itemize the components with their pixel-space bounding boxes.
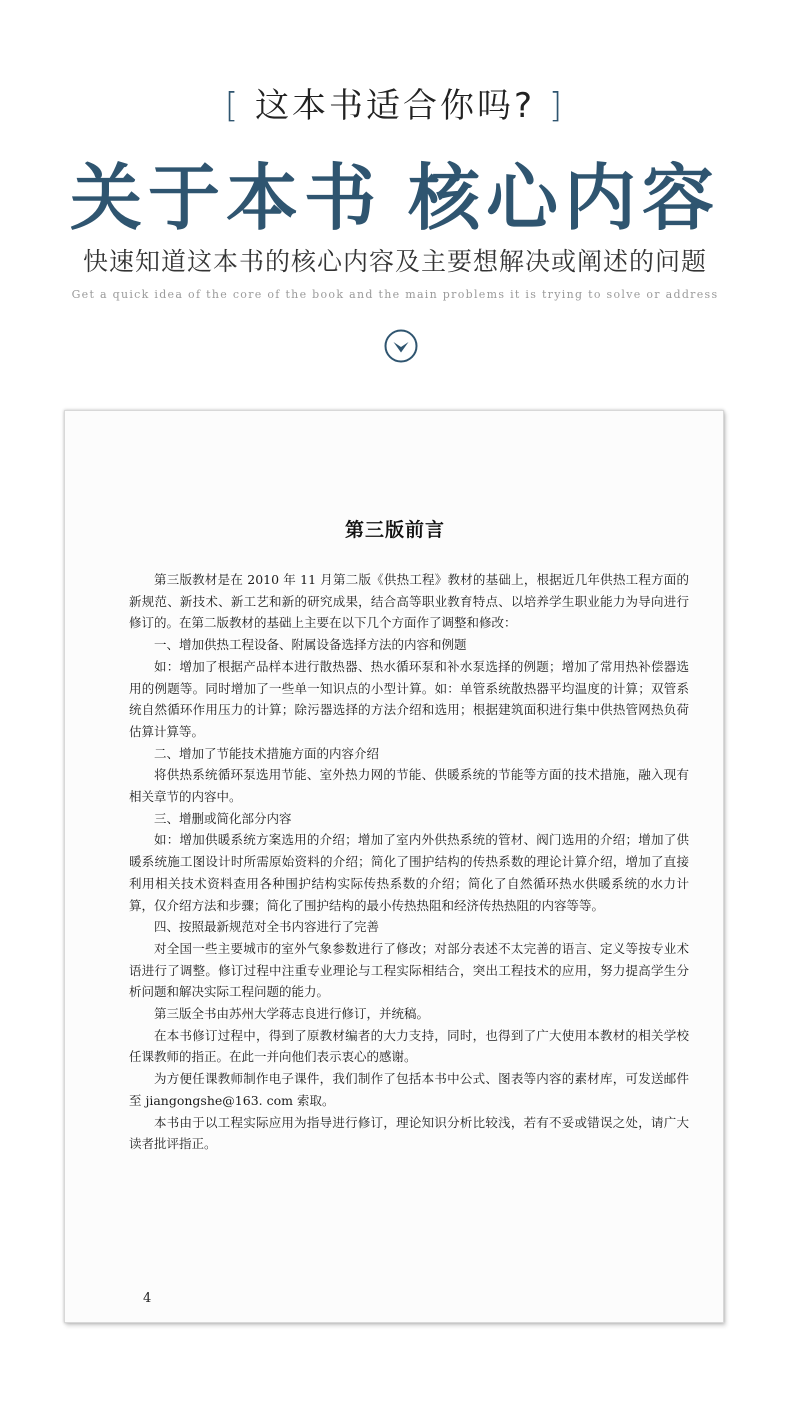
subtitle-english: Get a quick idea of the core of the book and the main problems it is trying to solve or address xyxy=(71,288,719,301)
preface-title: 第三版前言 xyxy=(344,519,445,541)
section-heading: 三、增删或简化部分内容 xyxy=(154,810,292,826)
section-heading: 一、增加供热工程设备、附属设备选择方法的内容和例题 xyxy=(154,637,467,653)
paragraph: 第三版教材是在 2010 年 11 月第二版《供热工程》教材的基础上，根据近几年供热工程方面的新规范、新技术、新工艺和新的研究成果，结合高等职业教育特点、以培养学生职业能力为导向进行修订的。在第二版教材的基础上主要在以下几个方面作了调整和修改： xyxy=(129,572,689,631)
paragraph: 将供热系统循环泵选用节能、室外热力网的节能、供暖系统的节能等方面的技术措施，融入现有相关章节的内容中。 xyxy=(129,767,689,805)
paragraph: 本书由于以工程实际应用为指导进行修订，理论知识分析比较浅，若有不妥或错误之处，请广大读者批评指正。 xyxy=(129,1114,689,1152)
tagline-open-bracket: [ xyxy=(224,86,242,126)
paragraph: 对全国一些主要城市的室外气象参数进行了修改；对部分表述不太完善的语言、定义等按专业术语进行了调整。修订过程中注重专业理论与工程实际相结合，突出工程技术的应用，努力提高学生分析问题和解决实际工程问题的能力。 xyxy=(129,940,689,1000)
headline xyxy=(0,140,790,244)
tagline-text: 这本书适合你吗? xyxy=(254,86,536,126)
book-page xyxy=(64,410,724,1323)
paragraph: 第三版全书由苏州大学蒋志良进行修订，并统稿。 xyxy=(154,1006,430,1022)
section-heading: 二、增加了节能技术措施方面的内容介绍 xyxy=(154,745,380,761)
paragraph: 如：增加供暖系统方案选用的介绍；增加了室内外供热系统的管材、阀门选用的介绍；增加了供暖系统施工图设计时所需原始资料的介绍；简化了围护结构的传热系数的理论计算介绍，增加了直接利用相关技术资料查用各种围护结构实际传热系数的介绍；简化了自然循环热水供暖系统的水力计算，仅介绍方法和步骤；简化了围护结构的最小传热热阻和经济传热热阻的内容等等。 xyxy=(129,832,689,913)
paragraph: 如：增加了根据产品样本进行散热器、热水循环泵和补水泵选择的例题；增加了常用热补偿器选用的例题等。同时增加了一些单一知识点的小型计算。如：单管系统散热器平均温度的计算；双管系统自然循环作用压力的计算；除污器选择的方法介绍和选用；根据建筑面积进行集中供热管网热负荷估算计算等。 xyxy=(129,658,689,739)
headline-about-book: 关于本书 xyxy=(69,155,382,240)
chevron-down-circle-icon xyxy=(383,328,419,364)
tagline xyxy=(0,78,790,127)
subtitle: 快速知道这本书的核心内容及主要想解决或阐述的问题 xyxy=(82,247,707,276)
section-heading: 四、按照最新规范对全书内容进行了完善 xyxy=(154,919,380,935)
tagline-close-bracket: ] xyxy=(548,86,566,126)
preface-body xyxy=(129,569,689,1155)
page-number: 4 xyxy=(143,1291,152,1306)
paragraph: 在本书修订过程中，得到了原教材编者的大力支持，同时，也得到了广大使用本教材的相关学校任课教师的指正。在此一并向他们表示衷心的感谢。 xyxy=(129,1027,689,1065)
paragraph: 为方便任课教师制作电子课件，我们制作了包括本书中公式、图表等内容的素材库，可发送邮件至 jiangongshe@163. com 索取。 xyxy=(129,1071,689,1108)
headline-core-content: 核心内容 xyxy=(408,155,721,240)
header-banner xyxy=(0,0,790,400)
